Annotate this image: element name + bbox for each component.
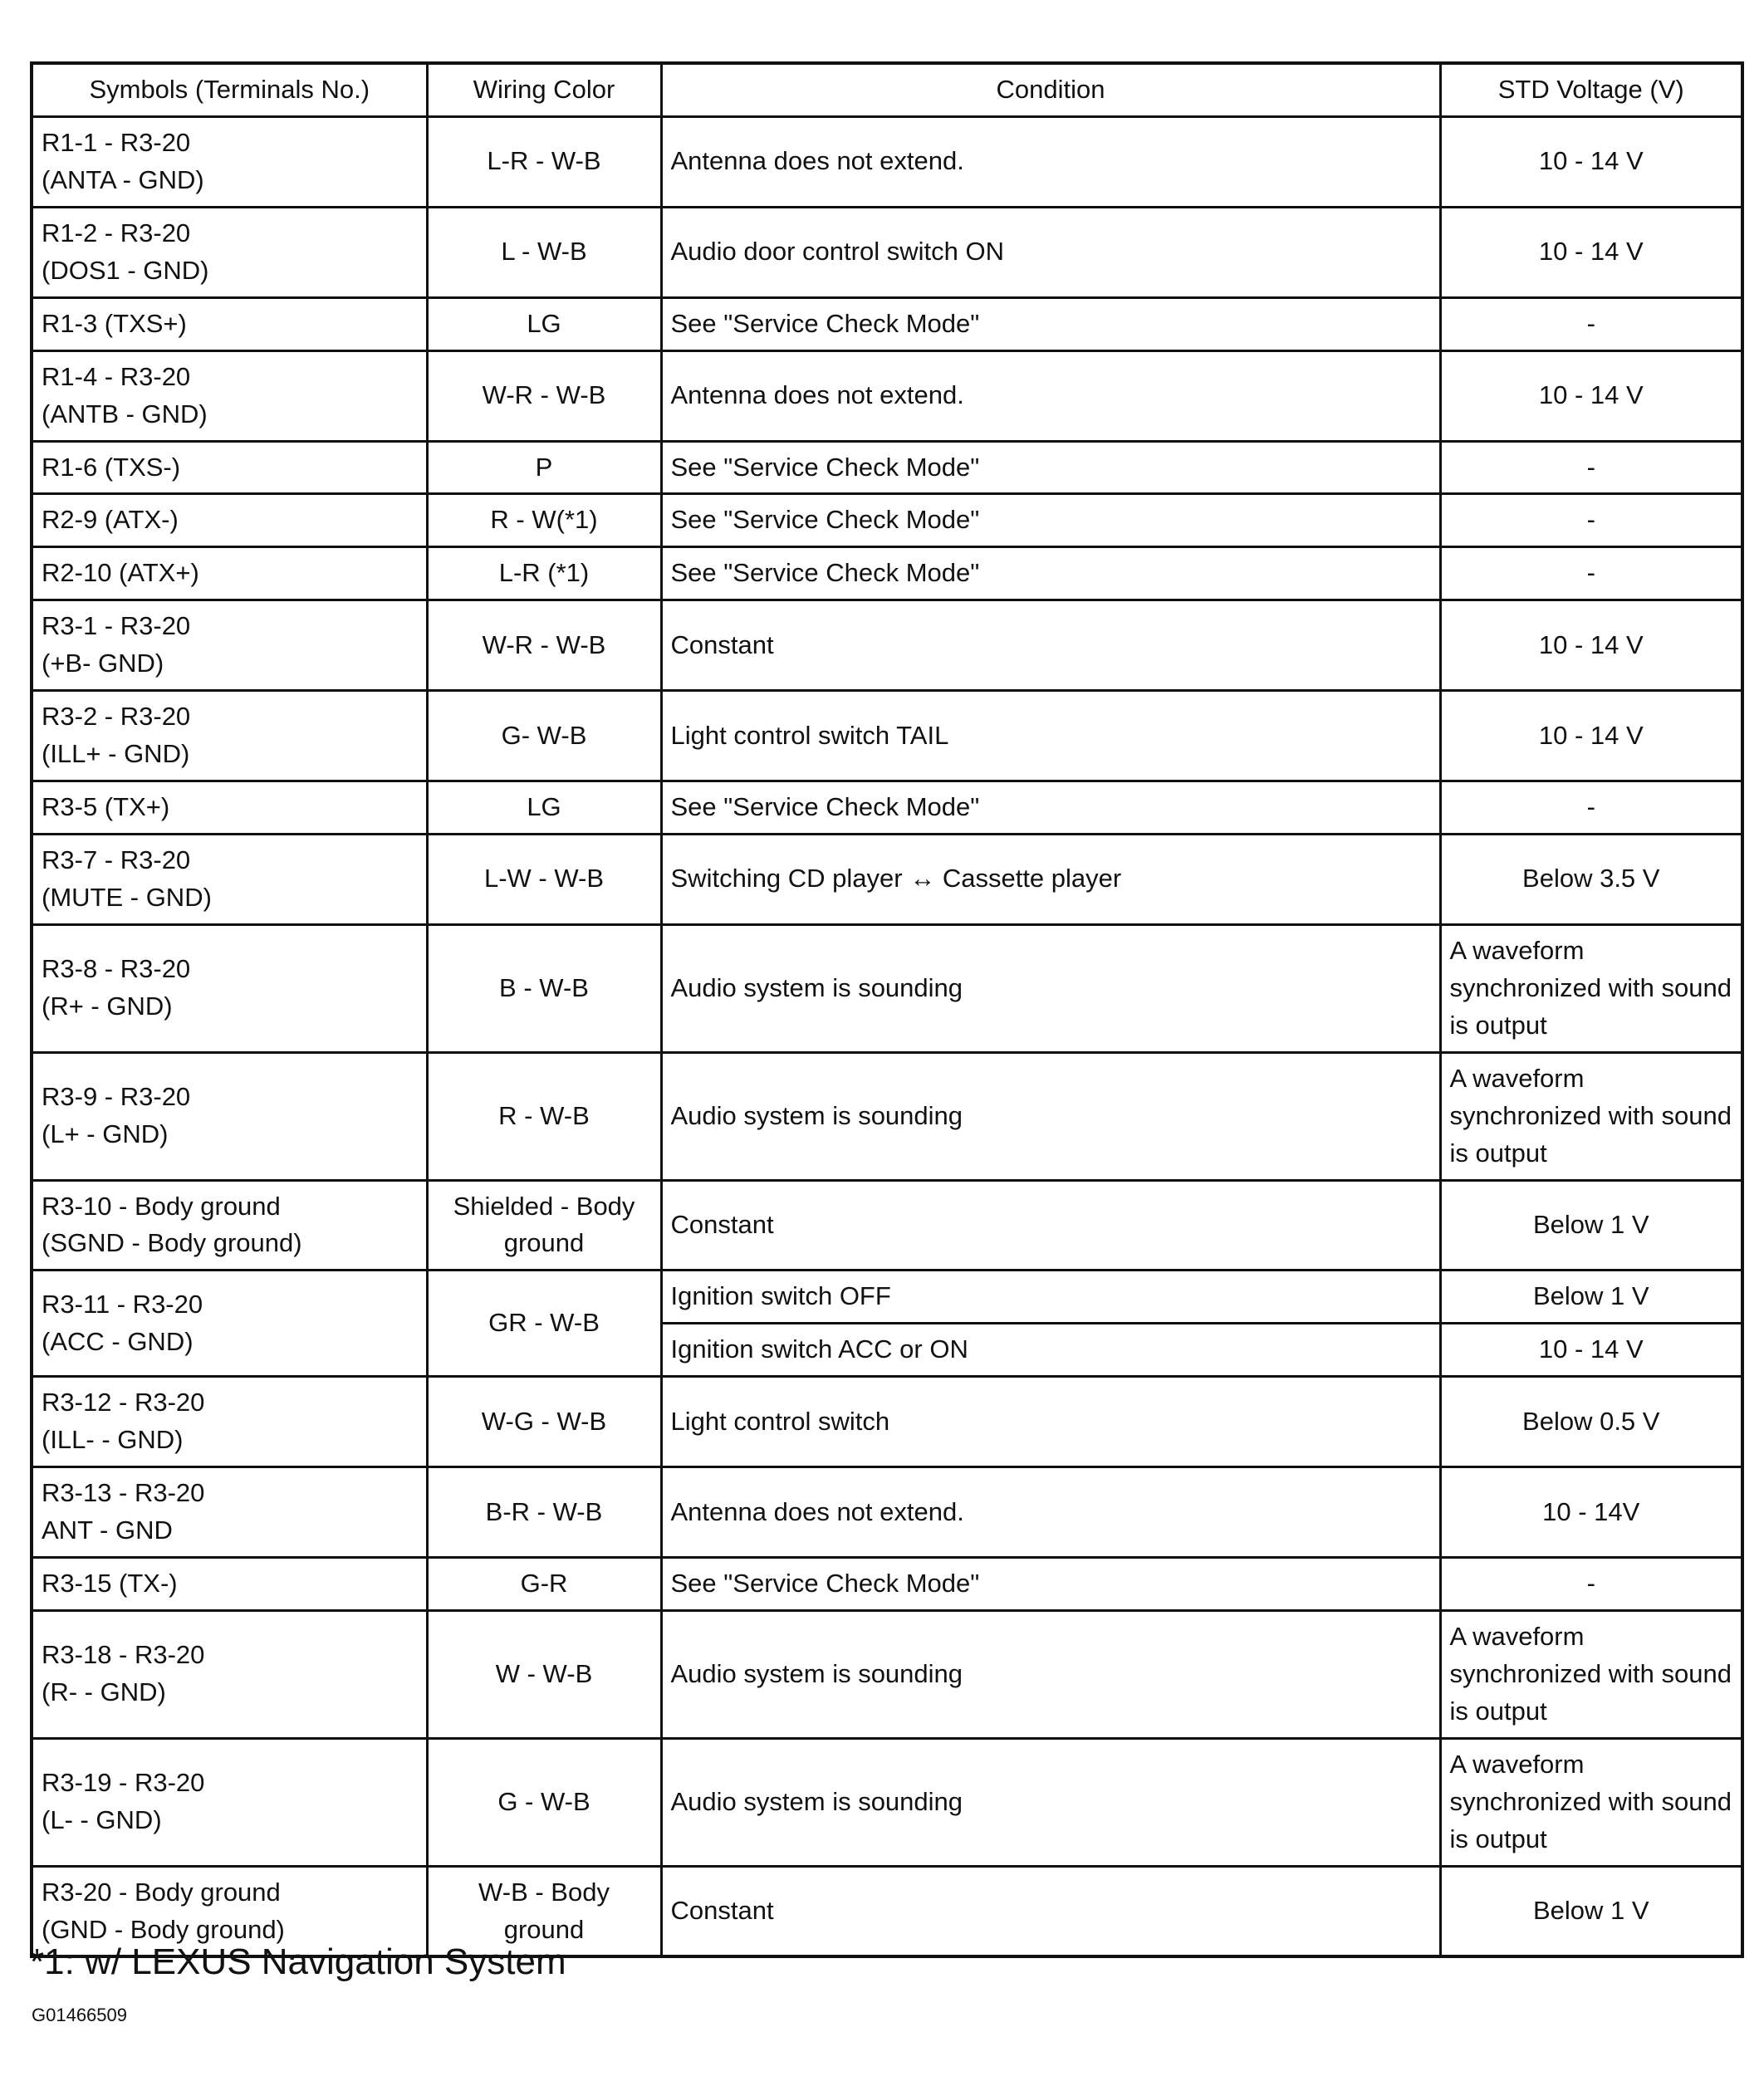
condition-cell: Ignition switch ACC or ON: [661, 1324, 1440, 1377]
wiring-color-cell: W-R - W-B: [427, 350, 661, 441]
table-row: [32, 835, 1742, 925]
condition-cell: Antenna does not extend.: [661, 1467, 1440, 1558]
voltage-cell: 10 - 14 V: [1440, 350, 1742, 441]
table-body: [32, 116, 1742, 1956]
symbol-cell: R3-1 - R3-20 (+B- GND): [32, 600, 427, 691]
symbol-cell: R3-18 - R3-20 (R- - GND): [32, 1610, 427, 1738]
wiring-color-cell: W-R - W-B: [427, 600, 661, 691]
table-row: [32, 1377, 1742, 1467]
table-row: [32, 924, 1742, 1052]
terminal-voltage-table: [30, 61, 1744, 1958]
voltage-cell: A waveform synchronized with sound is output: [1440, 1610, 1742, 1738]
voltage-cell: Below 1 V: [1440, 1866, 1742, 1956]
wiring-color-cell: G- W-B: [427, 691, 661, 781]
table-row: [32, 207, 1742, 297]
voltage-cell: Below 0.5 V: [1440, 1377, 1742, 1467]
condition-cell: Audio system is sounding: [661, 1052, 1440, 1180]
condition-cell: Ignition switch OFF: [661, 1271, 1440, 1324]
table-row: [32, 1180, 1742, 1271]
wiring-color-cell: L-W - W-B: [427, 835, 661, 925]
symbol-cell: R3-5 (TX+): [32, 781, 427, 835]
voltage-cell: Below 1 V: [1440, 1271, 1742, 1324]
wiring-color-cell: LG: [427, 781, 661, 835]
table-row: [32, 1271, 1742, 1324]
condition-cell: Constant: [661, 600, 1440, 691]
symbol-cell: R3-2 - R3-20 (ILL+ - GND): [32, 691, 427, 781]
condition-cell: Constant: [661, 1180, 1440, 1271]
symbol-cell: R3-20 - Body ground (GND - Body ground): [32, 1866, 427, 1956]
wiring-color-cell: P: [427, 441, 661, 494]
symbol-cell: R3-19 - R3-20 (L- - GND): [32, 1738, 427, 1866]
voltage-cell: -: [1440, 494, 1742, 547]
condition-cell: Light control switch TAIL: [661, 691, 1440, 781]
table-row: [32, 116, 1742, 207]
symbol-cell: R3-9 - R3-20 (L+ - GND): [32, 1052, 427, 1180]
symbol-cell: R3-15 (TX-): [32, 1558, 427, 1611]
voltage-cell: 10 - 14 V: [1440, 116, 1742, 207]
condition-cell: Audio door control switch ON: [661, 207, 1440, 297]
symbol-cell: R2-10 (ATX+): [32, 547, 427, 600]
wiring-color-cell: B-R - W-B: [427, 1467, 661, 1558]
symbol-cell: R1-6 (TXS-): [32, 441, 427, 494]
table-row: [32, 547, 1742, 600]
voltage-cell: -: [1440, 781, 1742, 835]
condition-cell: See "Service Check Mode": [661, 297, 1440, 350]
voltage-cell: -: [1440, 441, 1742, 494]
table-row: [32, 1610, 1742, 1738]
wiring-color-cell: G-R: [427, 1558, 661, 1611]
voltage-cell: Below 3.5 V: [1440, 835, 1742, 925]
condition-cell: Constant: [661, 1866, 1440, 1956]
header-std-voltage: STD Voltage (V): [1440, 63, 1742, 116]
table-row: [32, 600, 1742, 691]
table-row: [32, 494, 1742, 547]
table-row: [32, 691, 1742, 781]
voltage-cell: -: [1440, 297, 1742, 350]
condition-cell: See "Service Check Mode": [661, 547, 1440, 600]
wiring-color-cell: B - W-B: [427, 924, 661, 1052]
condition-cell: Antenna does not extend.: [661, 116, 1440, 207]
voltage-cell: 10 - 14 V: [1440, 600, 1742, 691]
header-wiring-color: Wiring Color: [427, 63, 661, 116]
wiring-color-cell: L-R - W-B: [427, 116, 661, 207]
condition-cell: Audio system is sounding: [661, 924, 1440, 1052]
wiring-color-cell: G - W-B: [427, 1738, 661, 1866]
condition-cell: See "Service Check Mode": [661, 781, 1440, 835]
table-row: [32, 350, 1742, 441]
symbol-cell: R1-4 - R3-20 (ANTB - GND): [32, 350, 427, 441]
symbol-cell: R3-12 - R3-20 (ILL- - GND): [32, 1377, 427, 1467]
condition-cell: Antenna does not extend.: [661, 350, 1440, 441]
wiring-color-cell: L-R (*1): [427, 547, 661, 600]
voltage-cell: -: [1440, 547, 1742, 600]
voltage-cell: -: [1440, 1558, 1742, 1611]
symbol-cell: R3-11 - R3-20 (ACC - GND): [32, 1271, 427, 1377]
table-header-row: [32, 63, 1742, 116]
wiring-color-cell: L - W-B: [427, 207, 661, 297]
voltage-cell: 10 - 14 V: [1440, 1324, 1742, 1377]
symbol-cell: R1-2 - R3-20 (DOS1 - GND): [32, 207, 427, 297]
condition-cell: See "Service Check Mode": [661, 494, 1440, 547]
condition-cell: Audio system is sounding: [661, 1610, 1440, 1738]
wiring-color-cell: R - W(*1): [427, 494, 661, 547]
footnote: *1: w/ LEXUS Navigation System: [30, 1941, 566, 1982]
symbol-cell: R3-13 - R3-20 ANT - GND: [32, 1467, 427, 1558]
table-row: [32, 1738, 1742, 1866]
table-row: [32, 441, 1742, 494]
table-row: [32, 781, 1742, 835]
symbol-cell: R2-9 (ATX-): [32, 494, 427, 547]
header-condition: Condition: [661, 63, 1440, 116]
voltage-cell: A waveform synchronized with sound is output: [1440, 924, 1742, 1052]
condition-cell: See "Service Check Mode": [661, 441, 1440, 494]
wiring-color-cell: Shielded - Body ground: [427, 1180, 661, 1271]
wiring-color-cell: R - W-B: [427, 1052, 661, 1180]
voltage-cell: A waveform synchronized with sound is output: [1440, 1738, 1742, 1866]
wiring-color-cell: W-B - Body ground: [427, 1866, 661, 1956]
symbol-cell: R3-8 - R3-20 (R+ - GND): [32, 924, 427, 1052]
wiring-color-cell: LG: [427, 297, 661, 350]
voltage-cell: 10 - 14V: [1440, 1467, 1742, 1558]
condition-cell: Light control switch: [661, 1377, 1440, 1467]
table-row: [32, 1052, 1742, 1180]
symbol-cell: R3-7 - R3-20 (MUTE - GND): [32, 835, 427, 925]
wiring-color-cell: W-G - W-B: [427, 1377, 661, 1467]
voltage-cell: Below 1 V: [1440, 1180, 1742, 1271]
symbol-cell: R1-1 - R3-20 (ANTA - GND): [32, 116, 427, 207]
voltage-cell: 10 - 14 V: [1440, 691, 1742, 781]
condition-cell: Switching CD player ↔ Cassette player: [661, 835, 1440, 925]
wiring-color-cell: W - W-B: [427, 1610, 661, 1738]
symbol-cell: R1-3 (TXS+): [32, 297, 427, 350]
table-row: [32, 1558, 1742, 1611]
header-symbols: Symbols (Terminals No.): [32, 63, 427, 116]
symbol-cell: R3-10 - Body ground (SGND - Body ground): [32, 1180, 427, 1271]
table-row: [32, 1467, 1742, 1558]
condition-cell: Audio system is sounding: [661, 1738, 1440, 1866]
wiring-color-cell: GR - W-B: [427, 1271, 661, 1377]
table-row: [32, 297, 1742, 350]
voltage-cell: 10 - 14 V: [1440, 207, 1742, 297]
figure-id: G01466509: [32, 2005, 127, 2025]
condition-cell: See "Service Check Mode": [661, 1558, 1440, 1611]
voltage-cell: A waveform synchronized with sound is output: [1440, 1052, 1742, 1180]
